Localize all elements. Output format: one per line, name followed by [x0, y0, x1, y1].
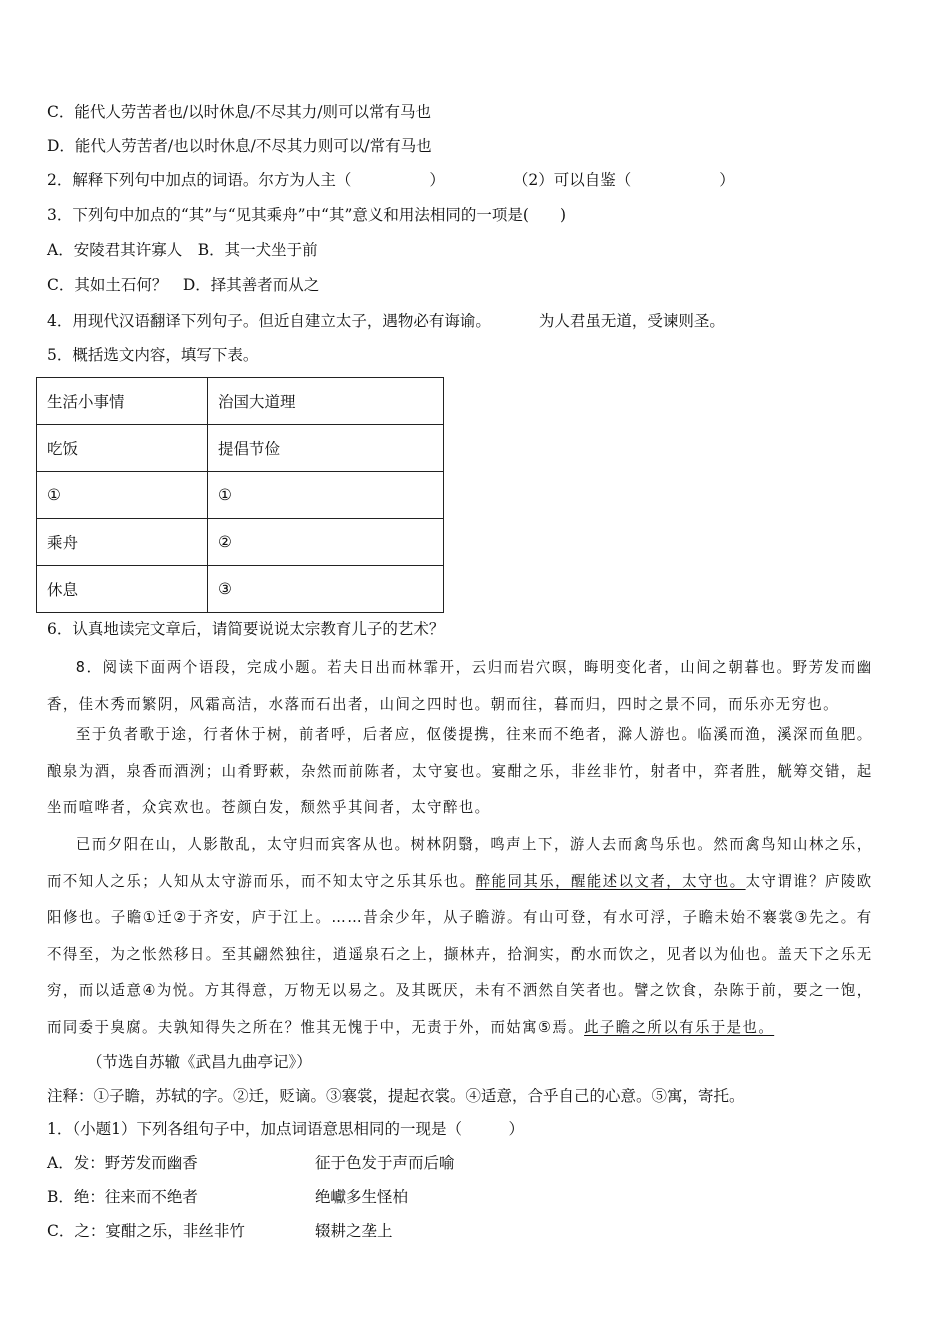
- option-b-right: 绝巘多生怪柏: [315, 1188, 409, 1206]
- option-c-right: 辍耕之垄上: [315, 1222, 393, 1240]
- q3-stem: 3．下列句中加点的“其”与“见其乘舟”中“其”意义和用法相同的一项是( ): [47, 206, 567, 224]
- sub-option-b: [47, 1186, 910, 1208]
- annotation-notes: 注释：①子瞻，苏轼的字。②迁，贬谪。③褰裳，提起衣裳。④适意，合乎自己的心意。⑤寓，寄托。: [47, 1087, 745, 1105]
- passage-p1-text: 8．阅读下面两个语段，完成小题。若夫日出而林霏开，云归而岩穴暝，晦明变化者，山间之朝暮也。野芳发而幽香，佳木秀而繁阴，风霜高洁，水落而石出者，山间之四时也。朝而往，暮而归，四时之景不同，而乐亦无穷也。: [47, 658, 873, 713]
- option-a-left: A．发：野芳发而幽香: [47, 1154, 198, 1172]
- passage-p2-text: 至于负者歌于途，行者休于树，前者呼，后者应，伛偻提携，往来而不绝者，滁人游也。临溪而渔，溪深而鱼肥。酿泉为酒，泉香而酒洌；山肴野蔌，杂然而前陈者，太守宴也。宴酣之乐，非丝非竹，射者中，弈者胜，觥筹交错，起坐而喧哗者，众宾欢也。苍颜白发，颓然乎其间者，太守醉也。: [47, 725, 873, 817]
- table-row: [37, 519, 444, 566]
- source-citation: （节选自苏辙《武昌九曲亭记》）: [87, 1053, 312, 1071]
- table-cell: 吃饭: [37, 425, 208, 472]
- sub-option-c: [47, 1220, 910, 1242]
- option-b-left: B．绝：往来而不绝者: [47, 1188, 198, 1206]
- q3-options-cd: C．其如土石何？ D．择其善者而从之: [47, 276, 320, 294]
- table-row: [37, 472, 444, 519]
- table-cell: 乘舟: [37, 519, 208, 566]
- q2-part1: 2．解释下列句中加点的词语。尔方为人主（: [47, 171, 352, 189]
- q4-text2: 为人君虽无道，受谏则圣。: [538, 312, 725, 330]
- table-cell: 休息: [37, 566, 208, 613]
- q1-option-d: D．能代人劳苦者/也以时休息/不尽其力则可以/常有马也: [47, 137, 432, 155]
- option-a-right: 征于色发于声而后喻: [315, 1154, 455, 1172]
- table-cell: ②: [208, 519, 444, 566]
- passage-p3-text-b: 太守谓谁？庐陵欧阳修也。子瞻①迁②于齐安，庐于江上。……昔余少年，从子瞻游。有山可登，有水可浮，子瞻未始不褰裳③先之。有不得至，为之怅然移日。至其翩然独往，逍遥泉石之上，撷林卉，拾涧实，酌水而饮之，见者以为仙也。盖天下之乐无穷，而以适意④为悦。方其得意，万物无以易之。及其既厌，未有不洒然自笑者也。譬之饮食，杂陈于前，要之一饱，而同委于臭腐。夫孰知得失之所在？惟其无愧于中，无责于外，而姑寓⑤焉。: [47, 871, 873, 1036]
- passage-paragraph-3: [47, 826, 873, 1046]
- table-cell: 治国大道理: [208, 378, 444, 425]
- table-cell: ①: [37, 472, 208, 519]
- passage-paragraph-2: [47, 716, 873, 826]
- summary-table: [36, 377, 444, 613]
- table-cell: ③: [208, 566, 444, 613]
- sub-option-a: [47, 1152, 910, 1174]
- table-row: [37, 378, 444, 425]
- q3-options-ab: A．安陵君其许寡人 B．其一犬坐于前: [47, 241, 318, 259]
- passage-p3-text-a: 已而夕阳在山，人影散乱，太守归而宾客从也。树林阴翳，鸣声上下，游人去而禽鸟乐也。然而禽鸟知山林之乐，而不知人之乐；人知从太守游而乐，而不知太守之乐其乐也。: [47, 835, 873, 890]
- question-6: 6．认真地读完文章后，请简要说说太宗教育儿子的艺术？: [47, 620, 445, 638]
- option-c-left: C．之：宴酣之乐，非丝非竹: [47, 1222, 245, 1240]
- q2-close1: ）: [429, 171, 445, 189]
- sub-question-1-stem: 1．（小题1）下列各组句子中，加点词语意思相同的一现是（ ）: [47, 1120, 524, 1138]
- underlined-sentence-2: 此子瞻之所以有乐于是也。: [584, 1017, 775, 1036]
- question-5: 5．概括选文内容，填写下表。: [47, 346, 259, 364]
- table-row: [37, 425, 444, 472]
- question-2: [47, 169, 910, 191]
- q2-part2: （2）可以自鉴（: [512, 171, 632, 189]
- table-cell: 生活小事情: [37, 378, 208, 425]
- underlined-sentence-1: 醉能同其乐，醒能述以文者，太守也。: [475, 871, 746, 890]
- q4-text1: 4．用现代汉语翻译下列句子。但近自建立太子，遇物必有诲谕。: [47, 312, 491, 330]
- q1-option-c: C．能代人劳苦者也/以时休息/不尽其力/则可以常有马也: [47, 103, 432, 121]
- table-cell: 提倡节俭: [208, 425, 444, 472]
- table-cell: ①: [208, 472, 444, 519]
- question-4: [47, 310, 910, 332]
- passage-paragraph-1: [47, 649, 873, 722]
- table-row: [37, 566, 444, 613]
- q2-close2: ）: [719, 171, 735, 189]
